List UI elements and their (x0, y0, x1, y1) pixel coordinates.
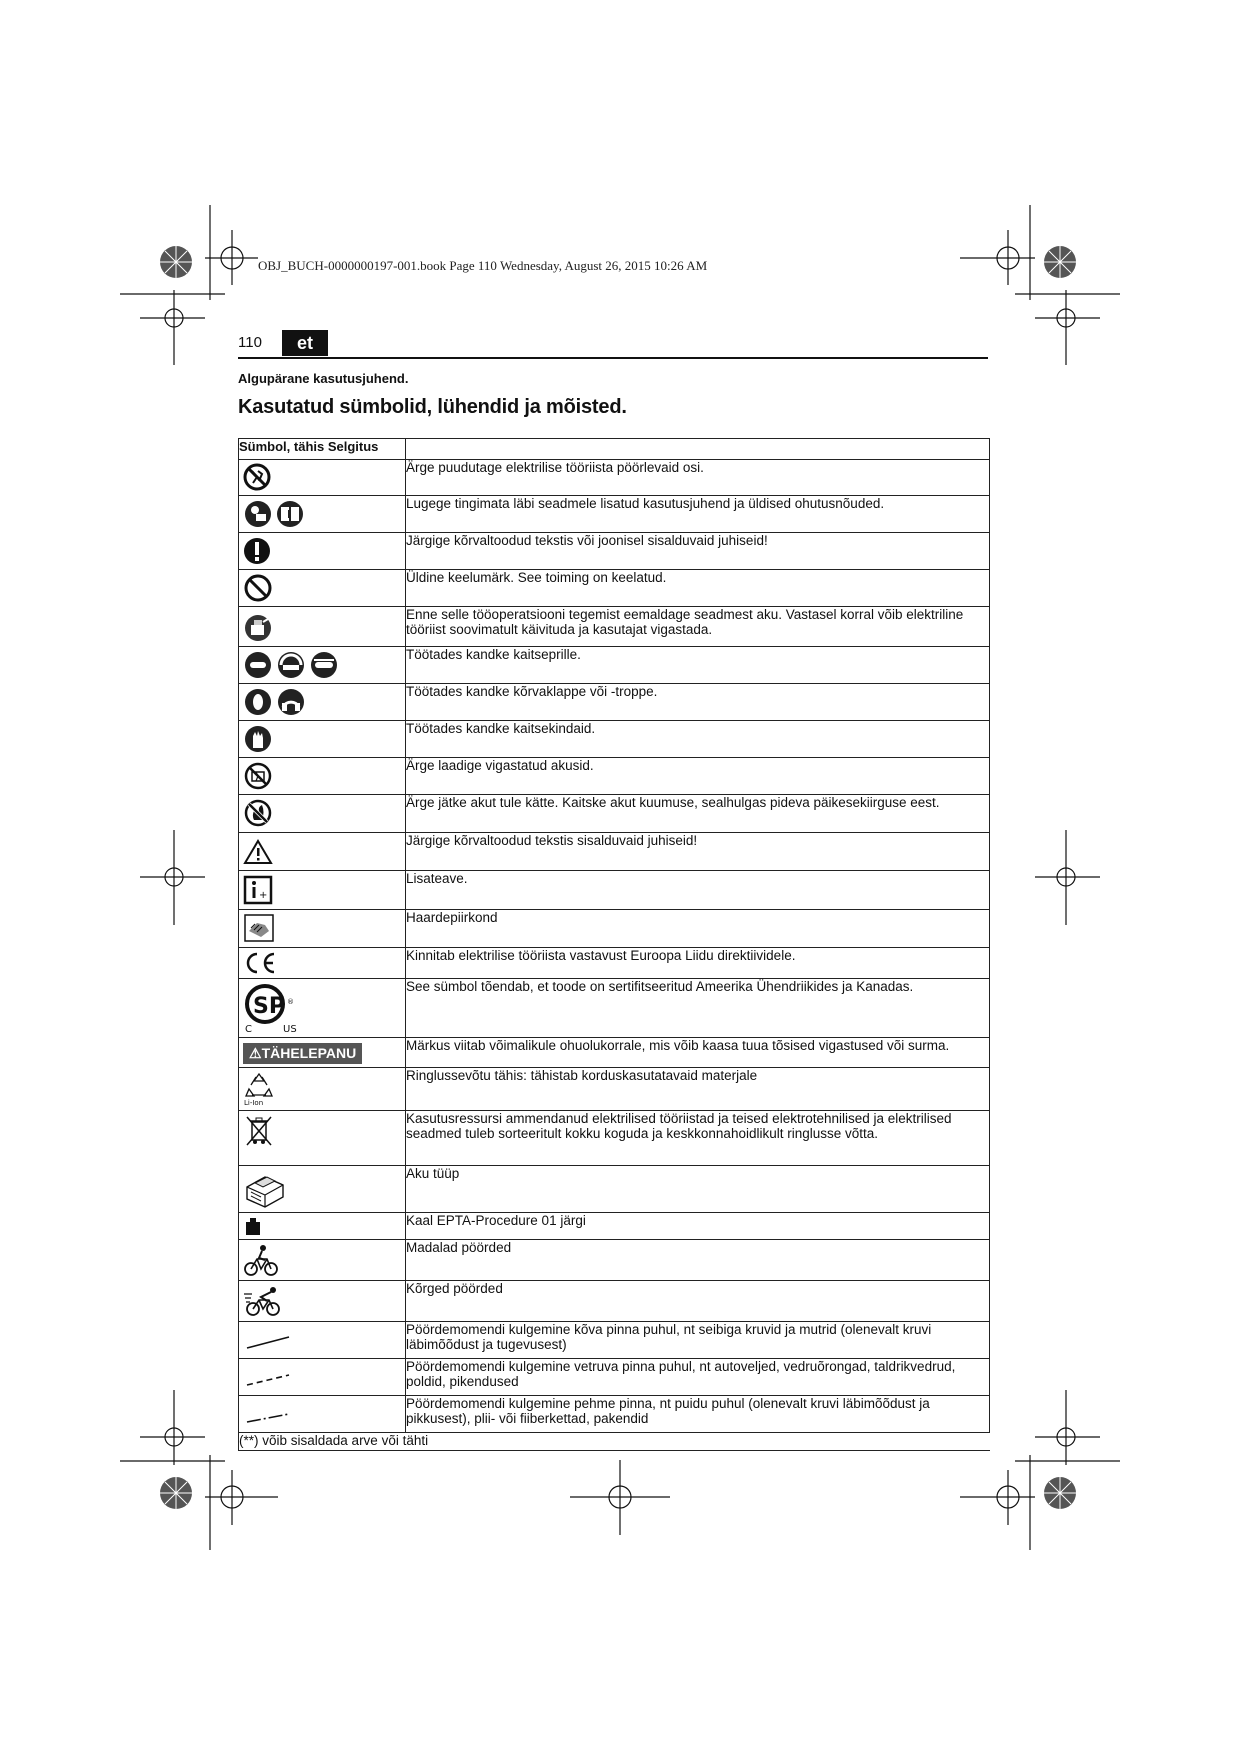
table-row (239, 833, 990, 871)
row-text: Kinnitab elektrilise tööriista vastavust Euroopa Liidu direktiividele. (406, 948, 990, 979)
table-header-empty (406, 439, 990, 460)
table-row (239, 1166, 990, 1213)
table-row (239, 1240, 990, 1281)
table-row (239, 795, 990, 833)
svg-text:SP: SP (253, 994, 285, 1019)
row-text: Töötades kandke kõrvaklappe või -troppe. (406, 684, 990, 721)
no-touch-rotating-icon (243, 463, 271, 491)
ear-protection-icon (243, 687, 309, 717)
table-row (239, 1111, 990, 1166)
table-row (239, 607, 990, 647)
warning-triangle-icon (243, 839, 273, 865)
row-text: Järgige kõrvaltoodud tekstis või joonisel sisalduvaid juhiseid! (406, 533, 990, 570)
no-damaged-battery-icon (243, 761, 273, 791)
table-row (239, 647, 990, 684)
soft-joint-curve-icon (243, 1406, 293, 1426)
table-row (239, 570, 990, 607)
read-manual-icon (243, 499, 307, 529)
row-text: Pöördemomendi kulgemine pehme pinna, nt puidu puhul (olenevalt kruvi läbimõõdust ja pikkusest), plii- või fiiberkettad, pakendid (406, 1396, 990, 1433)
info-icon (243, 874, 273, 906)
table-row (239, 1359, 990, 1396)
csa-mark-icon (243, 982, 303, 1034)
row-text: Ärge puudutage elektrilise tööriista pöörlevaid osi. (406, 460, 990, 496)
symbols-table (238, 438, 990, 1451)
table-row (239, 948, 990, 979)
no-fire-battery-icon (243, 798, 273, 828)
row-text: Madalad pöörded (406, 1240, 990, 1281)
row-text: Ärge jätke akut tule kätte. Kaitske akut kuumuse, sealhulgas pideva päikesekiirguse eest. (406, 795, 990, 833)
table-row (239, 758, 990, 795)
row-text: Kaal EPTA-Procedure 01 järgi (406, 1213, 990, 1240)
goggles-icon (243, 650, 343, 680)
table-row (239, 910, 990, 948)
document-subtitle: Algupärane kasutusjuhend. (238, 371, 409, 386)
hard-joint-curve-icon (243, 1332, 293, 1352)
fast-bicycle-icon (243, 1284, 283, 1318)
ce-mark-icon (243, 951, 277, 975)
svg-text:Li-Ion: Li-Ion (244, 1099, 264, 1107)
row-text: See sümbol tõendab, et toode on sertifitseeritud Ameerika Ühendriikides ja Kanadas. (406, 979, 990, 1038)
section-title: Kasutatud sümbolid, lühendid ja mõisted. (238, 396, 627, 418)
row-text: Märkus viitab võimalikule ohuolukorrale, mis võib kaasa tuua tõsised vigastused või surma. (406, 1038, 990, 1068)
row-text: Aku tüüp (406, 1166, 990, 1213)
table-row (239, 684, 990, 721)
remove-battery-icon (243, 613, 273, 643)
prohibition-icon (243, 573, 273, 603)
svg-text:®: ® (287, 998, 294, 1006)
language-badge: et (282, 330, 328, 356)
header-rule (238, 357, 988, 359)
note-badge-icon (243, 1043, 362, 1064)
battery-pack-icon (243, 1169, 287, 1209)
file-info-line: OBJ_BUCH-0000000197-001.book Page 110 Wednesday, August 26, 2015 10:26 AM (258, 258, 708, 273)
row-text: Üldine keelumärk. See toiming on keelatud. (406, 570, 990, 607)
row-text: Töötades kandke kaitseprille. (406, 647, 990, 684)
row-text: Lugege tingimata läbi seadmele lisatud kasutusjuhend ja üldised ohutusnõuded. (406, 496, 990, 533)
li-ion-recycle-icon (243, 1071, 275, 1107)
spring-joint-curve-icon (243, 1369, 293, 1389)
table-header: Sümbol, tähis Selgitus (239, 439, 406, 460)
mandatory-icon (243, 536, 271, 566)
row-text: Ärge laadige vigastatud akusid. (406, 758, 990, 795)
grip-area-icon (243, 913, 275, 943)
row-text: Lisateave. (406, 871, 990, 910)
table-row (239, 1213, 990, 1240)
row-text: Töötades kandke kaitsekindaid. (406, 721, 990, 758)
table-row (239, 979, 990, 1038)
table-row (239, 496, 990, 533)
table-footnote: (**) võib sisaldada arve või tähti (239, 1433, 990, 1451)
warning-triangle-small-icon: ⚠ (249, 1045, 262, 1061)
table-row (239, 721, 990, 758)
row-text: Kõrged pöörded (406, 1281, 990, 1322)
row-text: Pöördemomendi kulgemine vetruva pinna puhul, nt autoveljed, vedruõrongad, taldrikvedrud, poldid, pikendused (406, 1359, 990, 1396)
row-text: Enne selle tööoperatsiooni tegemist eemaldage seadmest aku. Vastasel korral võib elektriline tööriist soovimatult käivituda ja kasutajat vigastada. (406, 607, 990, 647)
row-text: Haardepiirkond (406, 910, 990, 948)
svg-text:+: + (259, 890, 268, 901)
svg-text:US: US (283, 1024, 297, 1034)
table-row (239, 1396, 990, 1433)
table-row (239, 1281, 990, 1322)
svg-text:C: C (245, 1024, 252, 1034)
weee-bin-icon (243, 1114, 275, 1148)
page-number: 110 (238, 334, 262, 351)
table-row (239, 1322, 990, 1359)
row-text: Ringlussevõtu tähis: tähistab korduskasutatavaid materjale (406, 1068, 990, 1111)
table-row (239, 1038, 990, 1068)
table-row (239, 533, 990, 570)
table-row (239, 1068, 990, 1111)
row-text: Kasutusressursi ammendanud elektrilised tööriistad ja teised elektrotehnilised ja elektrilised seadmed tuleb sorteeritult kokku koguda ja keskkonnahoidlikult ringlusse võtta. (406, 1111, 990, 1166)
footnote-row (239, 1433, 990, 1451)
weight-icon (243, 1216, 263, 1236)
row-text: Pöördemomendi kulgemine kõva pinna puhul, nt seibiga kruvid ja mutrid (olenevalt kruvi läbimõõdust ja tugevusest) (406, 1322, 990, 1359)
slow-bicycle-icon (243, 1243, 279, 1277)
table-row (239, 871, 990, 910)
table-header-row (239, 439, 990, 460)
note-badge-label: TÄHELEPANU (261, 1045, 357, 1061)
gloves-icon (243, 724, 273, 754)
table-row (239, 460, 990, 496)
row-text: Järgige kõrvaltoodud tekstis sisalduvaid juhiseid! (406, 833, 990, 871)
